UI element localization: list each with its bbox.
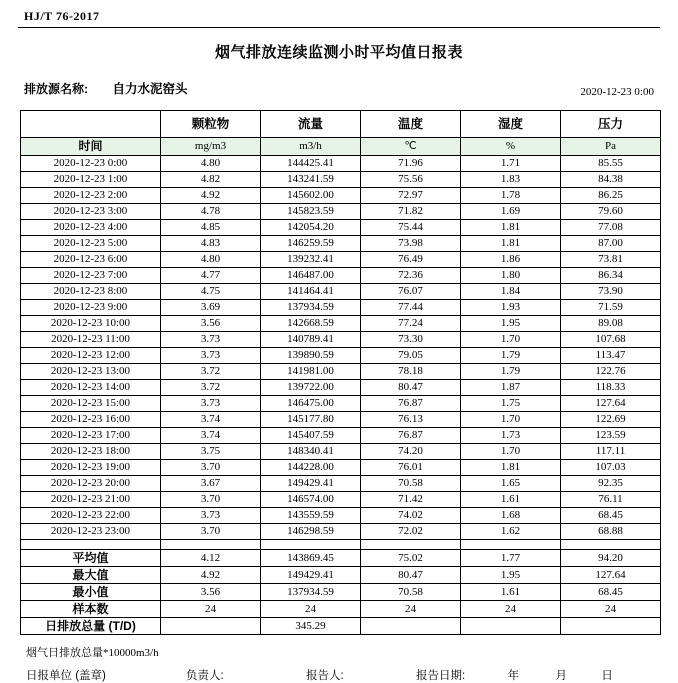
cell-value: 4.75 [161, 284, 261, 300]
cell-value: 1.70 [461, 412, 561, 428]
cell-value: 1.78 [461, 188, 561, 204]
cell-time: 2020-12-23 5:00 [21, 236, 161, 252]
footer-reporter: 报告人: [306, 670, 344, 682]
column-header-3: 湿度 [461, 111, 561, 138]
subheader [18, 79, 660, 98]
stat-value [361, 618, 461, 635]
cell-value: 139890.59 [261, 348, 361, 364]
standard-code: HJ/T 76-2017 [24, 9, 100, 23]
column-unit-3: % [461, 138, 561, 156]
cell-value: 139722.00 [261, 380, 361, 396]
cell-time: 2020-12-23 8:00 [21, 284, 161, 300]
column-unit-4: Pa [561, 138, 661, 156]
stat-label: 最大值 [21, 567, 161, 584]
table-header-row [21, 111, 661, 138]
footer-note: 烟气日排放总量*10000m3/h [26, 647, 159, 659]
footer-report-date-label: 报告日期: [416, 670, 466, 682]
cell-value: 142054.20 [261, 220, 361, 236]
cell-value: 86.25 [561, 188, 661, 204]
cell-time: 2020-12-23 19:00 [21, 460, 161, 476]
cell-value: 3.74 [161, 428, 261, 444]
cell-value: 1.84 [461, 284, 561, 300]
page-title: 烟气排放连续监测小时平均值日报表 [214, 44, 463, 61]
cell-value: 1.87 [461, 380, 561, 396]
table-row [21, 492, 661, 508]
table-row [21, 316, 661, 332]
table-row [21, 396, 661, 412]
table-row [21, 428, 661, 444]
cell-time: 2020-12-23 2:00 [21, 188, 161, 204]
spacer-cell [261, 540, 361, 550]
cell-time: 2020-12-23 10:00 [21, 316, 161, 332]
column-header-4: 压力 [561, 111, 661, 138]
stat-value: 24 [161, 601, 261, 618]
spacer-cell [21, 540, 161, 550]
cell-value: 148340.41 [261, 444, 361, 460]
column-unit-1: m3/h [261, 138, 361, 156]
cell-value: 3.69 [161, 300, 261, 316]
cell-value: 71.42 [361, 492, 461, 508]
cell-value: 1.75 [461, 396, 561, 412]
table-stat-row [21, 567, 661, 584]
footer-unit-seal: 日报单位 (盖章) [26, 670, 106, 682]
cell-value: 144228.00 [261, 460, 361, 476]
cell-value: 1.61 [461, 492, 561, 508]
cell-value: 1.68 [461, 508, 561, 524]
cell-value: 1.71 [461, 156, 561, 172]
footer-month: 月 [555, 670, 568, 682]
cell-time: 2020-12-23 6:00 [21, 252, 161, 268]
cell-time: 2020-12-23 4:00 [21, 220, 161, 236]
stat-value: 143869.45 [261, 550, 361, 567]
cell-value: 3.70 [161, 492, 261, 508]
cell-value: 84.38 [561, 172, 661, 188]
cell-value: 146259.59 [261, 236, 361, 252]
stat-value: 24 [561, 601, 661, 618]
source-block [24, 79, 187, 98]
cell-value: 70.58 [361, 476, 461, 492]
cell-value: 127.64 [561, 396, 661, 412]
cell-value: 3.73 [161, 348, 261, 364]
table-row [21, 236, 661, 252]
cell-time: 2020-12-23 16:00 [21, 412, 161, 428]
cell-value: 3.56 [161, 316, 261, 332]
cell-value: 75.44 [361, 220, 461, 236]
spacer-cell [361, 540, 461, 550]
cell-value: 1.79 [461, 348, 561, 364]
stat-value: 4.12 [161, 550, 261, 567]
table-row [21, 268, 661, 284]
cell-value: 1.93 [461, 300, 561, 316]
cell-value: 68.45 [561, 508, 661, 524]
stat-value: 4.92 [161, 567, 261, 584]
cell-value: 3.73 [161, 332, 261, 348]
cell-value: 142668.59 [261, 316, 361, 332]
cell-value: 76.87 [361, 428, 461, 444]
cell-value: 4.85 [161, 220, 261, 236]
stat-value: 345.29 [261, 618, 361, 635]
column-unit-2: ℃ [361, 138, 461, 156]
cell-value: 1.65 [461, 476, 561, 492]
cell-value: 79.05 [361, 348, 461, 364]
stat-value: 68.45 [561, 584, 661, 601]
source-value: 自力水泥窑头 [112, 82, 188, 96]
cell-time: 2020-12-23 12:00 [21, 348, 161, 364]
cell-value: 1.79 [461, 364, 561, 380]
cell-time: 2020-12-23 9:00 [21, 300, 161, 316]
footer [18, 644, 660, 683]
cell-value: 76.01 [361, 460, 461, 476]
cell-value: 1.80 [461, 268, 561, 284]
cell-value: 3.73 [161, 396, 261, 412]
cell-value: 122.76 [561, 364, 661, 380]
cell-value: 4.80 [161, 252, 261, 268]
cell-value: 1.69 [461, 204, 561, 220]
table-row [21, 524, 661, 540]
cell-value: 145177.80 [261, 412, 361, 428]
spacer-cell [161, 540, 261, 550]
cell-value: 107.03 [561, 460, 661, 476]
cell-value: 146475.00 [261, 396, 361, 412]
table-row [21, 460, 661, 476]
cell-value: 145602.00 [261, 188, 361, 204]
cell-value: 71.59 [561, 300, 661, 316]
cell-value: 3.70 [161, 524, 261, 540]
stat-value: 75.02 [361, 550, 461, 567]
cell-value: 76.49 [361, 252, 461, 268]
table-row [21, 348, 661, 364]
time-column-header: 时间 [21, 138, 161, 156]
cell-value: 146574.00 [261, 492, 361, 508]
cell-value: 1.70 [461, 332, 561, 348]
table-stat-row [21, 601, 661, 618]
footer-year: 年 [507, 670, 520, 682]
cell-value: 77.24 [361, 316, 461, 332]
cell-value: 77.44 [361, 300, 461, 316]
cell-time: 2020-12-23 22:00 [21, 508, 161, 524]
emission-data-table [20, 110, 661, 635]
report-datetime: 2020-12-23 0:00 [580, 86, 654, 98]
cell-time: 2020-12-23 18:00 [21, 444, 161, 460]
cell-value: 1.81 [461, 220, 561, 236]
cell-value: 123.59 [561, 428, 661, 444]
cell-value: 74.20 [361, 444, 461, 460]
header-corner-cell [21, 111, 161, 138]
cell-time: 2020-12-23 11:00 [21, 332, 161, 348]
cell-time: 2020-12-23 23:00 [21, 524, 161, 540]
stat-label: 最小值 [21, 584, 161, 601]
cell-value: 3.67 [161, 476, 261, 492]
cell-value: 143559.59 [261, 508, 361, 524]
cell-value: 73.98 [361, 236, 461, 252]
table-row [21, 364, 661, 380]
cell-value: 75.56 [361, 172, 461, 188]
cell-value: 113.47 [561, 348, 661, 364]
cell-time: 2020-12-23 17:00 [21, 428, 161, 444]
table-row [21, 476, 661, 492]
cell-value: 1.81 [461, 460, 561, 476]
cell-value: 143241.59 [261, 172, 361, 188]
footer-responsible: 负责人: [186, 670, 224, 682]
cell-time: 2020-12-23 20:00 [21, 476, 161, 492]
cell-value: 4.80 [161, 156, 261, 172]
footer-signature-row [26, 667, 652, 683]
cell-value: 76.07 [361, 284, 461, 300]
cell-value: 68.88 [561, 524, 661, 540]
table-row [21, 332, 661, 348]
cell-value: 1.62 [461, 524, 561, 540]
stat-label: 样本数 [21, 601, 161, 618]
cell-value: 140789.41 [261, 332, 361, 348]
cell-time: 2020-12-23 3:00 [21, 204, 161, 220]
cell-value: 74.02 [361, 508, 461, 524]
cell-value: 118.33 [561, 380, 661, 396]
column-header-2: 温度 [361, 111, 461, 138]
cell-value: 1.95 [461, 316, 561, 332]
cell-value: 79.60 [561, 204, 661, 220]
cell-time: 2020-12-23 13:00 [21, 364, 161, 380]
stat-value: 24 [361, 601, 461, 618]
cell-time: 2020-12-23 7:00 [21, 268, 161, 284]
cell-value: 1.86 [461, 252, 561, 268]
cell-time: 2020-12-23 1:00 [21, 172, 161, 188]
source-label: 排放源名称: [24, 82, 88, 96]
cell-value: 87.00 [561, 236, 661, 252]
cell-value: 4.82 [161, 172, 261, 188]
stat-value: 149429.41 [261, 567, 361, 584]
cell-value: 3.70 [161, 460, 261, 476]
cell-value: 4.77 [161, 268, 261, 284]
table-row [21, 252, 661, 268]
cell-value: 76.87 [361, 396, 461, 412]
table-stat-row [21, 618, 661, 635]
stat-value: 1.61 [461, 584, 561, 601]
cell-value: 76.11 [561, 492, 661, 508]
column-header-1: 流量 [261, 111, 361, 138]
stat-value: 137934.59 [261, 584, 361, 601]
spacer-cell [561, 540, 661, 550]
table-unit-row [21, 138, 661, 156]
cell-value: 3.73 [161, 508, 261, 524]
cell-value: 1.73 [461, 428, 561, 444]
table-row [21, 284, 661, 300]
cell-value: 149429.41 [261, 476, 361, 492]
stat-value: 24 [461, 601, 561, 618]
cell-time: 2020-12-23 15:00 [21, 396, 161, 412]
stat-label: 平均值 [21, 550, 161, 567]
stat-value: 80.47 [361, 567, 461, 584]
table-spacer-row [21, 540, 661, 550]
table-stat-row [21, 584, 661, 601]
cell-value: 77.08 [561, 220, 661, 236]
cell-value: 1.70 [461, 444, 561, 460]
footer-day: 日 [601, 670, 613, 682]
table-row [21, 300, 661, 316]
cell-time: 2020-12-23 14:00 [21, 380, 161, 396]
cell-value: 1.83 [461, 172, 561, 188]
column-header-0: 颗粒物 [161, 111, 261, 138]
cell-value: 92.35 [561, 476, 661, 492]
table-row [21, 172, 661, 188]
table-row [21, 188, 661, 204]
cell-value: 107.68 [561, 332, 661, 348]
table-stat-row [21, 550, 661, 567]
cell-value: 3.72 [161, 364, 261, 380]
cell-value: 3.75 [161, 444, 261, 460]
cell-value: 144425.41 [261, 156, 361, 172]
stat-value [161, 618, 261, 635]
spacer-cell [461, 540, 561, 550]
cell-value: 80.47 [361, 380, 461, 396]
cell-value: 141981.00 [261, 364, 361, 380]
column-unit-0: mg/m3 [161, 138, 261, 156]
footer-report-date [416, 667, 652, 683]
cell-value: 86.34 [561, 268, 661, 284]
table-row [21, 508, 661, 524]
cell-value: 137934.59 [261, 300, 361, 316]
stat-value [461, 618, 561, 635]
table-row [21, 156, 661, 172]
stat-value: 1.77 [461, 550, 561, 567]
cell-value: 76.13 [361, 412, 461, 428]
table-row [21, 204, 661, 220]
cell-value: 72.97 [361, 188, 461, 204]
cell-value: 3.72 [161, 380, 261, 396]
cell-value: 139232.41 [261, 252, 361, 268]
cell-value: 145823.59 [261, 204, 361, 220]
cell-value: 78.18 [361, 364, 461, 380]
cell-value: 72.36 [361, 268, 461, 284]
cell-value: 89.08 [561, 316, 661, 332]
cell-value: 4.83 [161, 236, 261, 252]
cell-value: 4.78 [161, 204, 261, 220]
stat-value: 94.20 [561, 550, 661, 567]
cell-value: 85.55 [561, 156, 661, 172]
cell-value: 73.30 [361, 332, 461, 348]
cell-time: 2020-12-23 21:00 [21, 492, 161, 508]
cell-value: 1.81 [461, 236, 561, 252]
cell-value: 72.02 [361, 524, 461, 540]
cell-value: 73.90 [561, 284, 661, 300]
stat-label: 日排放总量 (T/D) [21, 618, 161, 635]
cell-value: 3.74 [161, 412, 261, 428]
cell-time: 2020-12-23 0:00 [21, 156, 161, 172]
cell-value: 146298.59 [261, 524, 361, 540]
stat-value: 1.95 [461, 567, 561, 584]
cell-value: 141464.41 [261, 284, 361, 300]
cell-value: 145407.59 [261, 428, 361, 444]
table-row [21, 412, 661, 428]
table-row [21, 380, 661, 396]
stat-value: 70.58 [361, 584, 461, 601]
cell-value: 146487.00 [261, 268, 361, 284]
stat-value: 24 [261, 601, 361, 618]
table-row [21, 220, 661, 236]
stat-value: 3.56 [161, 584, 261, 601]
cell-value: 71.96 [361, 156, 461, 172]
stat-value [561, 618, 661, 635]
cell-value: 73.81 [561, 252, 661, 268]
table-row [21, 444, 661, 460]
cell-value: 122.69 [561, 412, 661, 428]
cell-value: 71.82 [361, 204, 461, 220]
stat-value: 127.64 [561, 567, 661, 584]
cell-value: 4.92 [161, 188, 261, 204]
cell-value: 117.11 [561, 444, 661, 460]
header-divider [18, 27, 660, 28]
